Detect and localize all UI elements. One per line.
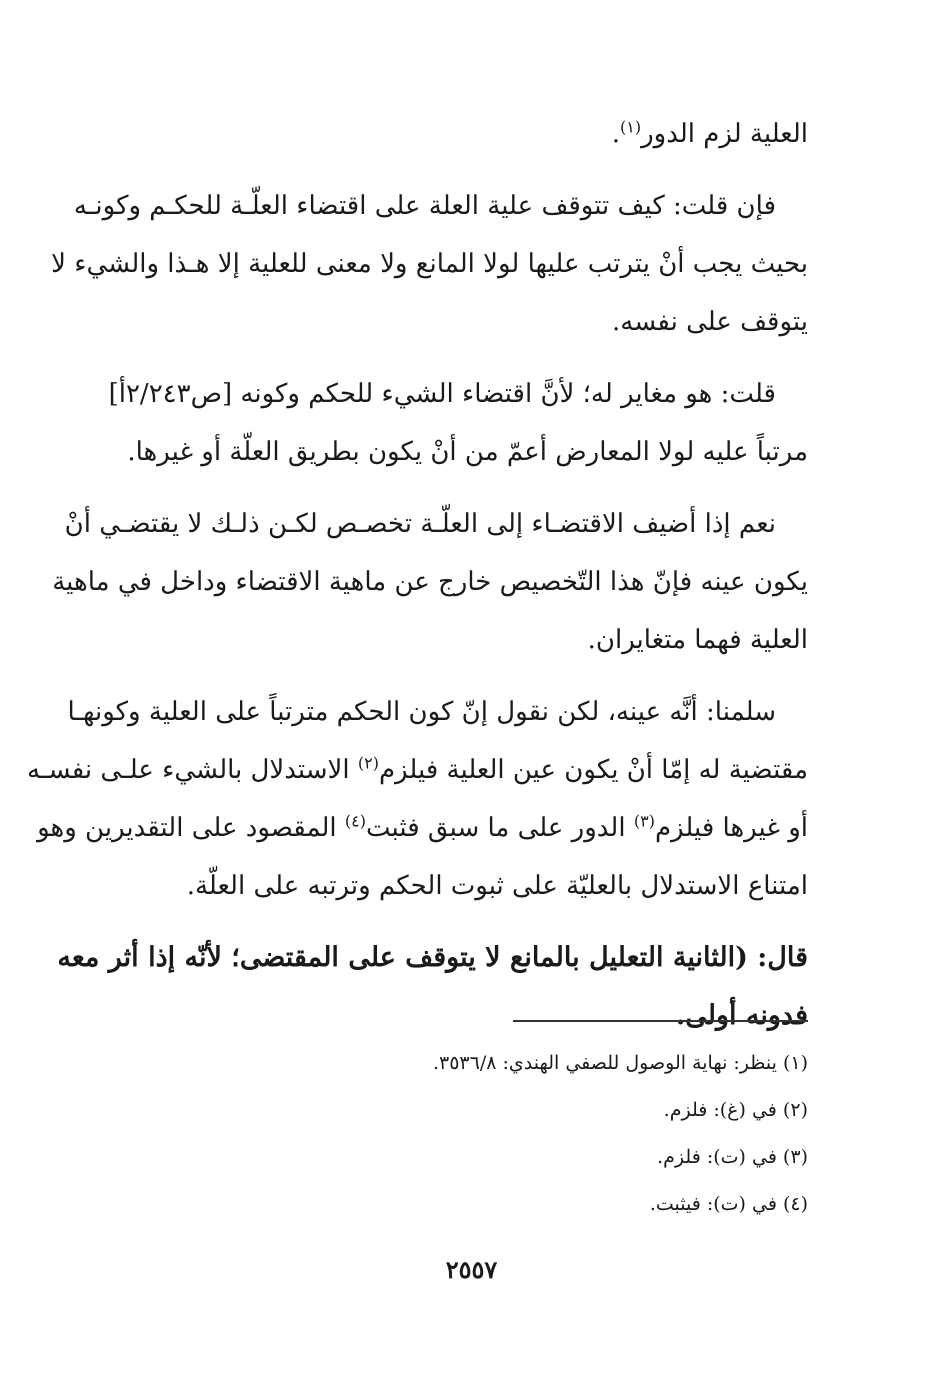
text-line: يتوقف على نفسه. — [612, 307, 808, 337]
text-line — [27, 741, 808, 799]
footnote-separator — [513, 1020, 808, 1022]
footnote-1: (١) ينظر: نهاية الوصول للصفي الهندي: ٣٥٣٦/٨. — [432, 1052, 808, 1074]
text-segment: المقصود على التقديرين وهو — [37, 813, 337, 843]
paragraph-quote-bold — [57, 929, 808, 1045]
text-line: بحيث يجب أنْ يترتب عليها لولا المانع ولا معنى للعلية إلا هـذا والشيء لا — [51, 249, 808, 279]
text-line — [37, 799, 808, 857]
text-segment: أو غيرها فيلزم — [654, 813, 808, 843]
text-segment: الاستدلال بالشيء علـى نفسـه — [27, 755, 350, 785]
text-line: نعم إذا أضيف الاقتضـاء إلى العلّـة تخصـص لكـن ذلـك لا يقتضـي أنْ — [64, 509, 776, 539]
footnote-2: (٢) في (غ): فلزم. — [663, 1099, 808, 1121]
paragraph-concession — [27, 683, 808, 915]
text-segment: العلية لزم الدور — [641, 119, 808, 149]
text-line: فإن قلت: كيف تتوقف علية العلة على اقتضاء العلّـة للحكـم وكونـه — [73, 191, 776, 221]
footnotes — [133, 1040, 808, 1228]
footnote-ref: (٣) — [633, 811, 655, 831]
text-line: فدونه أولى. — [675, 1000, 808, 1031]
paragraph-question — [51, 177, 808, 351]
text-line: قلت: هو مغاير له؛ لأنَّ اقتضاء الشيء للحكم وكونه [ص٢/٢٤٣أ] — [108, 379, 776, 409]
main-text — [27, 105, 808, 1059]
text-segment: . — [611, 119, 621, 149]
footnote-4: (٤) في (ت): فيثبت. — [649, 1193, 808, 1215]
page-number: ٢٥٥٧ — [445, 1255, 498, 1284]
footnote-3: (٣) في (ت): فلزم. — [657, 1146, 808, 1168]
paragraph-answer — [108, 365, 808, 481]
paragraph-continuation — [133, 105, 808, 163]
text-line: العلية فهما متغايران. — [587, 625, 808, 655]
paragraph-note — [52, 495, 808, 669]
text-line: امتناع الاستدلال بالعليّة على ثبوت الحكم وترتبه على العلّة. — [186, 871, 808, 901]
text-line: يكون عينه فإنّ هذا التّخصيص خارج عن ماهية الاقتضاء وداخل في ماهية — [52, 567, 808, 597]
footnote-ref: (٢) — [357, 753, 379, 773]
text-line: مرتباً عليه لولا المعارض أعمّ من أنْ يكون بطريق العلّة أو غيرها. — [127, 437, 808, 467]
text-line — [133, 105, 808, 163]
text-line: سلمنا: أنَّه عينه، لكن نقول إنّ كون الحكم مترتباً على العلية وكونهـا — [67, 697, 776, 727]
text-segment: الدور على ما سبق فثبت — [366, 813, 626, 843]
text-segment: مقتضية له إمّا أنْ يكون عين العلية فيلزم — [378, 755, 808, 785]
text-line: قال: (الثانية التعليل بالمانع لا يتوقف على المقتضى؛ لأنّه إذا أثر معه — [57, 942, 808, 973]
footnote-ref: (٤) — [344, 811, 366, 831]
footnote-ref: (١) — [620, 117, 642, 137]
